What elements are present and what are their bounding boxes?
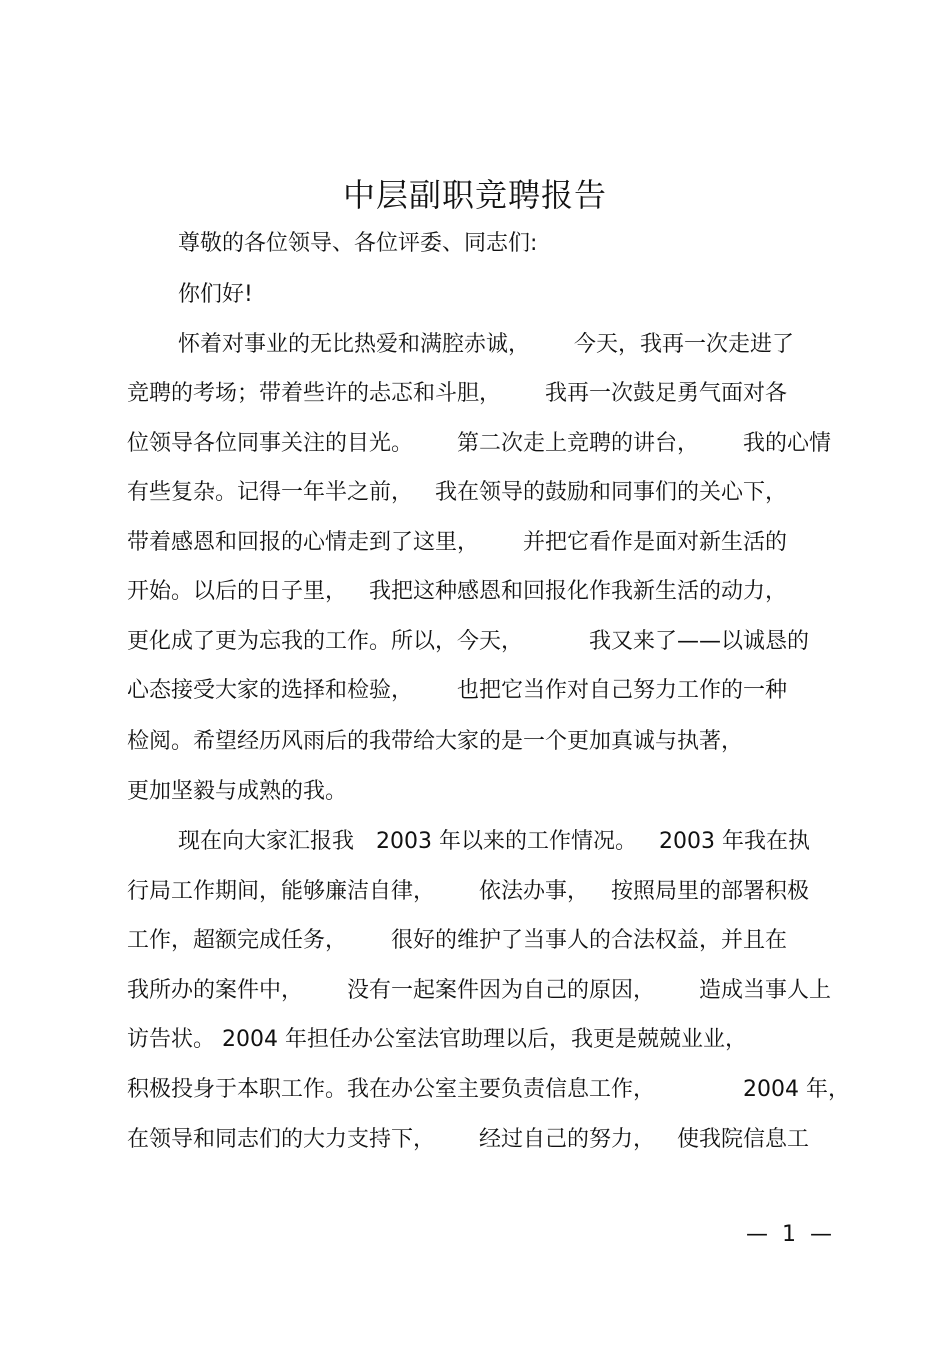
paragraph-1-line-2: 竞聘的考场；带着些许的忐忑和斗胆， 我再一次鼓足勇气面对各 [127, 381, 788, 406]
paragraph-1-line-6: 开始。以后的日子里， 我把这种感恩和回报化作我新生活的动力， [127, 579, 788, 604]
paragraph-2-line-1: 现在向大家汇报我 2003 年以来的工作情况。 2003 年我在执 [178, 829, 810, 854]
paragraph-2-line-6: 积极投身于本职工作。我在办公室主要负责信息工作， 2004 年， [127, 1077, 850, 1102]
paragraph-1-line-9: 检阅。希望经历风雨后的我带给大家的是一个更加真诚与执著， [127, 729, 744, 754]
salutation-line: 尊敬的各位领导、各位评委、同志们: [178, 231, 538, 256]
paragraph-2-line-7: 在领导和同志们的大力支持下， 经过自己的努力， 使我院信息工 [127, 1127, 810, 1152]
paragraph-2-line-4: 我所办的案件中， 没有一起案件因为自己的原因， 造成当事人上 [127, 978, 832, 1003]
document-title: 中层副职竞聘报告 [342, 176, 607, 214]
paragraph-1-line-4: 有些复杂。记得一年半之前， 我在领导的鼓励和同事们的关心下， [127, 480, 788, 505]
paragraph-1-line-8: 心态接受大家的选择和检验， 也把它当作对自己努力工作的一种 [127, 678, 788, 703]
paragraph-2-line-5: 访告状。 2004 年担任办公室法官助理以后，我更是兢兢业业， [127, 1027, 747, 1052]
greeting-line: 你们好! [178, 282, 253, 307]
paragraph-1-line-10: 更加坚毅与成熟的我。 [127, 779, 348, 804]
paragraph-1-line-1: 怀着对事业的无比热爱和满腔赤诚， 今天，我再一次走进了 [178, 332, 795, 357]
paragraph-1-line-5: 带着感恩和回报的心情走到了这里， 并把它看作是面对新生活的 [127, 530, 788, 555]
paragraph-1-line-3: 位领导各位同事关注的目光。 第二次走上竞聘的讲台， 我的心情 [127, 431, 832, 456]
paragraph-1-line-7: 更化成了更为忘我的工作。所以，今天， 我又来了——以诚恳的 [127, 629, 810, 654]
paragraph-2-line-3: 工作，超额完成任务， 很好的维护了当事人的合法权益，并且在 [127, 928, 788, 953]
paragraph-2-line-2: 行局工作期间，能够廉洁自律， 依法办事， 按照局里的部署积极 [127, 879, 810, 904]
page-number: — 1 — [746, 1222, 832, 1247]
